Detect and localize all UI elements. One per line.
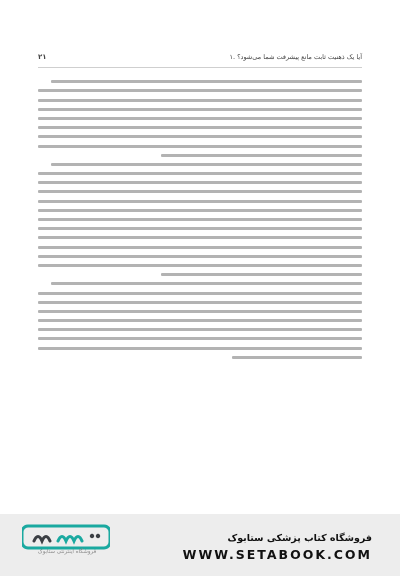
text-line (38, 227, 362, 230)
text-line (38, 301, 362, 304)
text-line (51, 80, 362, 83)
text-line (38, 292, 362, 295)
text-line (51, 282, 362, 285)
setabook-logo-icon (22, 524, 110, 550)
text-line (38, 117, 362, 120)
text-line (38, 337, 362, 340)
text-line (38, 108, 362, 111)
text-line (38, 246, 362, 249)
paragraph (38, 80, 362, 157)
body-text (38, 74, 362, 364)
page-number: ۲۱ (38, 53, 47, 61)
text-line (38, 190, 362, 193)
header-divider (38, 67, 362, 68)
logo-tagline: فروشگاه اینترنتی ستابوک (37, 549, 97, 555)
footer-band (0, 514, 400, 576)
text-line (38, 236, 362, 239)
text-line (38, 172, 362, 175)
text-line (38, 135, 362, 138)
text-line (38, 255, 362, 258)
store-name: فروشگاه کتاب پزشکی ستابوک (227, 533, 372, 544)
setabook-logo (22, 522, 142, 558)
running-header (38, 50, 362, 64)
text-line (38, 347, 362, 350)
text-line (38, 218, 362, 221)
text-line (38, 264, 362, 267)
text-line (38, 145, 362, 148)
store-info (183, 533, 372, 562)
text-line (38, 89, 362, 92)
text-line (38, 310, 362, 313)
text-line (232, 356, 362, 359)
paragraph (38, 163, 362, 276)
chapter-title: ۱. آیا یک ذهنیت ثابت مانع پیشرفت شما می‌شود؟ (229, 53, 362, 61)
text-line (38, 99, 362, 102)
text-line (38, 319, 362, 322)
text-line (38, 328, 362, 331)
text-line (38, 181, 362, 184)
text-line (38, 200, 362, 203)
store-url[interactable]: WWW.SETABOOK.COM (182, 547, 372, 562)
text-line (161, 273, 362, 276)
paragraph (38, 282, 362, 359)
text-line (38, 126, 362, 129)
text-line (38, 209, 362, 212)
text-line (161, 154, 362, 157)
text-line (51, 163, 362, 166)
